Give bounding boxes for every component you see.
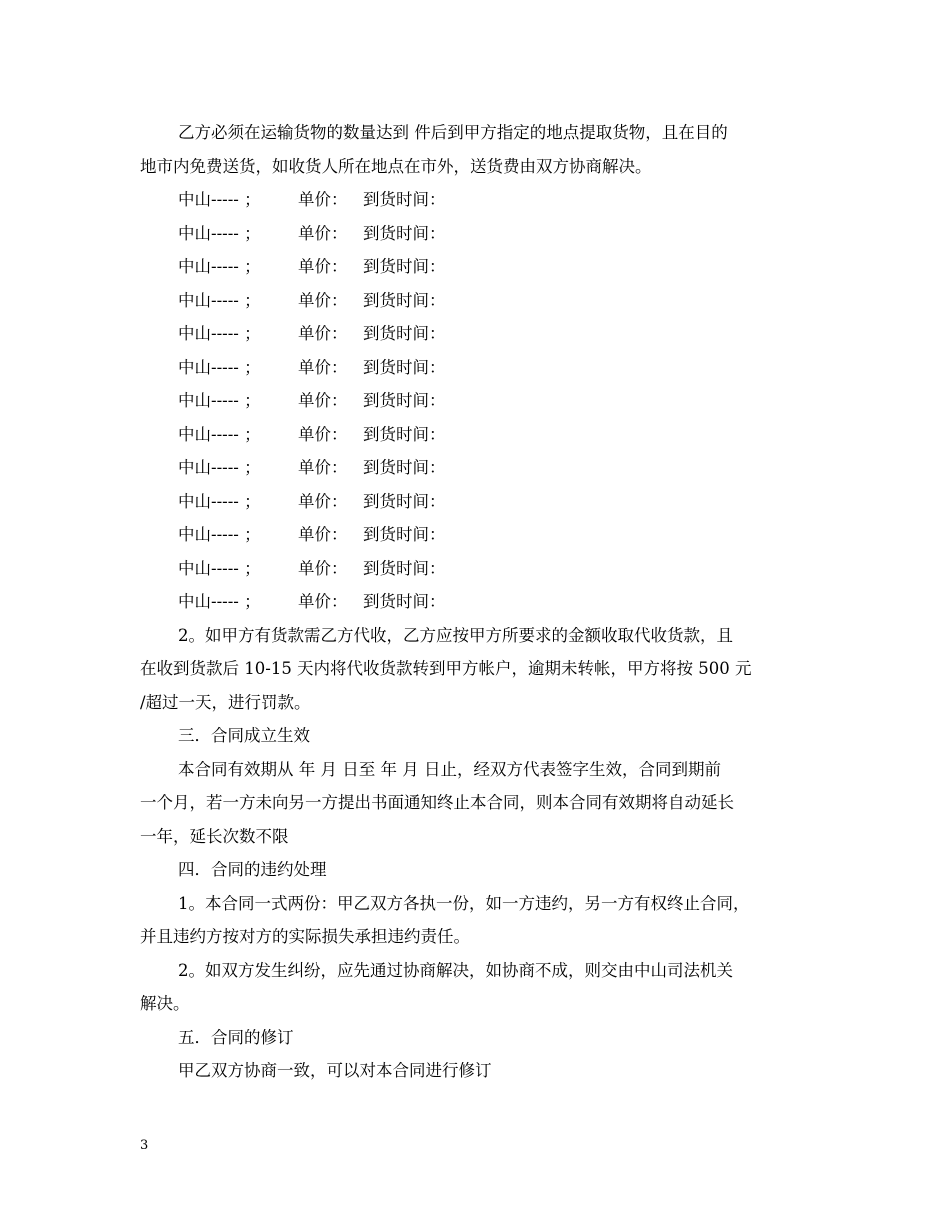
section-heading: 四．合同的违约处理 xyxy=(178,860,327,879)
arrival-time-cell: 到货时间： xyxy=(363,558,446,578)
page-number: 3 xyxy=(140,1138,149,1153)
arrival-time-cell: 到货时间： xyxy=(363,357,446,377)
text-line: 甲乙双方协商一致，可以对本合同进行修订 xyxy=(178,1061,492,1080)
text-line: 本合同有效期从 年 月 日至 年 月 日止，经双方代表签字生效，合同到期前 xyxy=(178,759,721,779)
section-heading: 三．合同成立生效 xyxy=(178,726,310,745)
price-row xyxy=(140,418,822,452)
text-line: 2。如甲方有货款需乙方代收，乙方应按甲方所要求的金额收取代收货款，且 xyxy=(178,625,733,645)
price-cell: 单价： xyxy=(298,592,348,611)
arrival-time-cell: 到货时间： xyxy=(363,223,446,243)
section-heading: 五．合同的修订 xyxy=(178,1027,294,1047)
arrival-time-cell: 到货时间： xyxy=(363,458,446,477)
text-line: 一年，延长次数不限 xyxy=(140,826,289,846)
price-cell: 单价： xyxy=(298,458,348,477)
arrival-time-cell: 到货时间： xyxy=(363,290,446,310)
price-row xyxy=(140,217,822,251)
section-breach xyxy=(140,853,822,1021)
delivery-paragraph xyxy=(140,116,822,183)
place-cell: 中山----- ； xyxy=(178,592,261,611)
price-cell: 单价： xyxy=(298,223,348,243)
place-cell: 中山----- ； xyxy=(178,290,261,310)
place-cell: 中山----- ； xyxy=(178,491,261,511)
price-row xyxy=(140,284,822,318)
arrival-time-cell: 到货时间： xyxy=(363,190,446,209)
arrival-time-cell: 到货时间： xyxy=(363,324,446,343)
text-line: 在收到货款后 10-15 天内将代收货款转到甲方帐户，逾期未转帐，甲方将按 500 元 xyxy=(140,659,752,678)
place-cell: 中山----- ； xyxy=(178,357,261,377)
price-row xyxy=(140,485,822,519)
place-cell: 中山----- ； xyxy=(178,257,261,276)
price-cell: 单价： xyxy=(298,525,348,544)
text-line: /超过一天，进行罚款。 xyxy=(140,692,311,712)
arrival-time-cell: 到货时间： xyxy=(363,424,446,444)
price-row xyxy=(140,317,822,351)
price-row xyxy=(140,183,822,217)
arrival-time-cell: 到货时间： xyxy=(363,592,446,611)
collection-clause xyxy=(140,619,822,720)
place-cell: 中山----- ； xyxy=(178,558,261,578)
document-body xyxy=(140,116,822,1088)
price-row xyxy=(140,250,822,284)
text-line: 乙方必须在运输货物的数量达到 件后到甲方指定的地点提取货物，且在目的 xyxy=(178,123,728,142)
arrival-time-cell: 到货时间： xyxy=(363,491,446,511)
price-cell: 单价： xyxy=(298,290,348,310)
text-line: 1。本合同一式两份：甲乙双方各执一份，如一方违约，另一方有权终止合同， xyxy=(178,893,750,913)
price-cell: 单价： xyxy=(298,558,348,578)
text-line: 地市内免费送货，如收货人所在地点在市外，送货费由双方协商解决。 xyxy=(140,156,652,176)
place-cell: 中山----- ； xyxy=(178,391,261,410)
text-line: 一个月，若一方未向另一方提出书面通知终止本合同，则本合同有效期将自动延长 xyxy=(140,793,734,812)
section-revision xyxy=(140,1021,822,1088)
arrival-time-cell: 到货时间： xyxy=(363,257,446,276)
price-row xyxy=(140,552,822,586)
price-row xyxy=(140,518,822,552)
text-line: 2。如双方发生纠纷，应先通过协商解决，如协商不成，则交由中山司法机关 xyxy=(178,960,733,980)
arrival-time-cell: 到货时间： xyxy=(363,525,446,544)
place-cell: 中山----- ； xyxy=(178,458,261,477)
place-cell: 中山----- ； xyxy=(178,324,261,343)
place-cell: 中山----- ； xyxy=(178,525,261,544)
text-line: 解决。 xyxy=(140,994,190,1013)
price-row xyxy=(140,451,822,485)
price-cell: 单价： xyxy=(298,190,348,209)
price-list xyxy=(140,183,822,619)
price-cell: 单价： xyxy=(298,324,348,343)
price-row xyxy=(140,384,822,418)
price-cell: 单价： xyxy=(298,357,348,377)
text-line: 并且违约方按对方的实际损失承担违约责任。 xyxy=(140,927,470,946)
arrival-time-cell: 到货时间： xyxy=(363,391,446,410)
section-validity xyxy=(140,719,822,853)
place-cell: 中山----- ； xyxy=(178,190,261,209)
price-cell: 单价： xyxy=(298,391,348,410)
place-cell: 中山----- ； xyxy=(178,223,261,243)
price-row xyxy=(140,351,822,385)
price-cell: 单价： xyxy=(298,424,348,444)
price-row xyxy=(140,585,822,619)
price-cell: 单价： xyxy=(298,257,348,276)
price-cell: 单价： xyxy=(298,491,348,511)
place-cell: 中山----- ； xyxy=(178,424,261,444)
